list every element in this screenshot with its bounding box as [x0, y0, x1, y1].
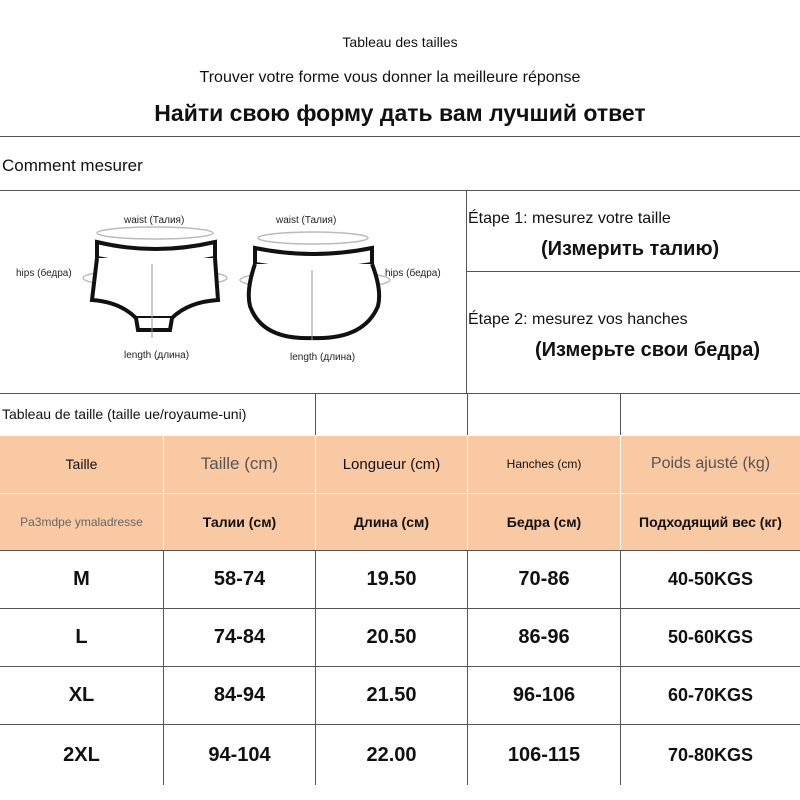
table-row-xl-hips: 96-106 — [512, 684, 576, 706]
right-waist-label: waist (Талия) — [276, 215, 337, 226]
header-hips-ru: Бедра (см) — [468, 494, 620, 550]
table-row-m-waist: 58-74 — [213, 568, 266, 590]
subtitle-russian: Найти свою форму дать вам лучший ответ — [154, 100, 646, 126]
table-row-xl-size: XL — [68, 684, 95, 706]
subtitle-french: Trouver votre forme vous donner la meilleure réponse — [199, 69, 581, 86]
table-row-l-size: L — [75, 626, 88, 648]
table-row-l-weight: 50-60KGS — [667, 627, 754, 647]
header-size: Taille — [0, 435, 163, 493]
table-row-xl-weight: 60-70KGS — [667, 685, 754, 705]
divider-table-top — [0, 393, 800, 394]
caption-divider-3 — [620, 393, 621, 435]
header-hips: Hanches (cm) — [468, 435, 620, 493]
table-row-l-length: 20.50 — [366, 626, 417, 648]
brief-back-icon — [240, 232, 390, 340]
header-weight-ru: Подходящий вес (кг) — [621, 494, 800, 550]
right-length-label: length (длина) — [290, 352, 356, 363]
table-row-l-hips: 86-96 — [518, 626, 570, 648]
table-caption: Tableau de taille (taille ue/royaume-uni) — [2, 406, 247, 422]
table-row-m-weight: 40-50KGS — [667, 569, 754, 589]
caption-divider-2 — [467, 393, 468, 435]
left-hips-label: hips (бедра) — [16, 268, 72, 279]
table-row-2xl-waist: 94-104 — [208, 743, 271, 766]
left-length-label: length (длина) — [124, 350, 190, 361]
table-row-l-waist: 74-84 — [213, 626, 266, 648]
header-length-ru: Длина (см) — [316, 494, 467, 550]
underwear-diagram — [0, 190, 466, 393]
header-length: Longueur (cm) — [316, 435, 467, 493]
table-row-2xl-hips: 106-115 — [507, 743, 581, 766]
left-waist-label: waist (Талия) — [124, 215, 185, 226]
step-1-russian: (Измерить талию) — [541, 238, 720, 260]
table-row-2xl-length: 22.00 — [366, 743, 417, 766]
how-to-measure-heading: Comment mesurer — [2, 156, 143, 175]
step-2-text: Étape 2: mesurez vos hanches — [468, 311, 688, 328]
divider-top — [0, 136, 800, 137]
step-2-russian: (Измерьте свои бедра) — [535, 339, 761, 361]
step-1-text: Étape 1: mesurez votre taille — [468, 210, 671, 227]
table-row-m-size: M — [73, 568, 90, 590]
table-row-2xl-weight: 70-80KGS — [667, 744, 754, 765]
chart-title: Tableau des tailles — [342, 34, 458, 50]
divider-steps — [466, 271, 800, 272]
header-waist: Taille (cm) — [164, 435, 315, 493]
header-waist-ru: Талии (см) — [164, 494, 315, 550]
right-hips-label: hips (бедра) — [385, 268, 441, 279]
brief-front-icon — [83, 227, 227, 338]
table-row-xl-length: 21.50 — [366, 684, 417, 706]
table-row-m-hips: 70-86 — [518, 568, 570, 590]
caption-divider-1 — [315, 393, 316, 435]
header-size-ru: Pa3mdpe ymaladresse — [0, 494, 163, 550]
grid-line — [0, 435, 800, 436]
table-row-m-length: 19.50 — [366, 568, 417, 590]
header-weight: Poids ajusté (kg) — [621, 435, 800, 493]
table-row-xl-waist: 84-94 — [213, 684, 266, 706]
table-row-2xl-size: 2XL — [63, 743, 100, 766]
divider-diagram-vertical — [466, 190, 467, 393]
